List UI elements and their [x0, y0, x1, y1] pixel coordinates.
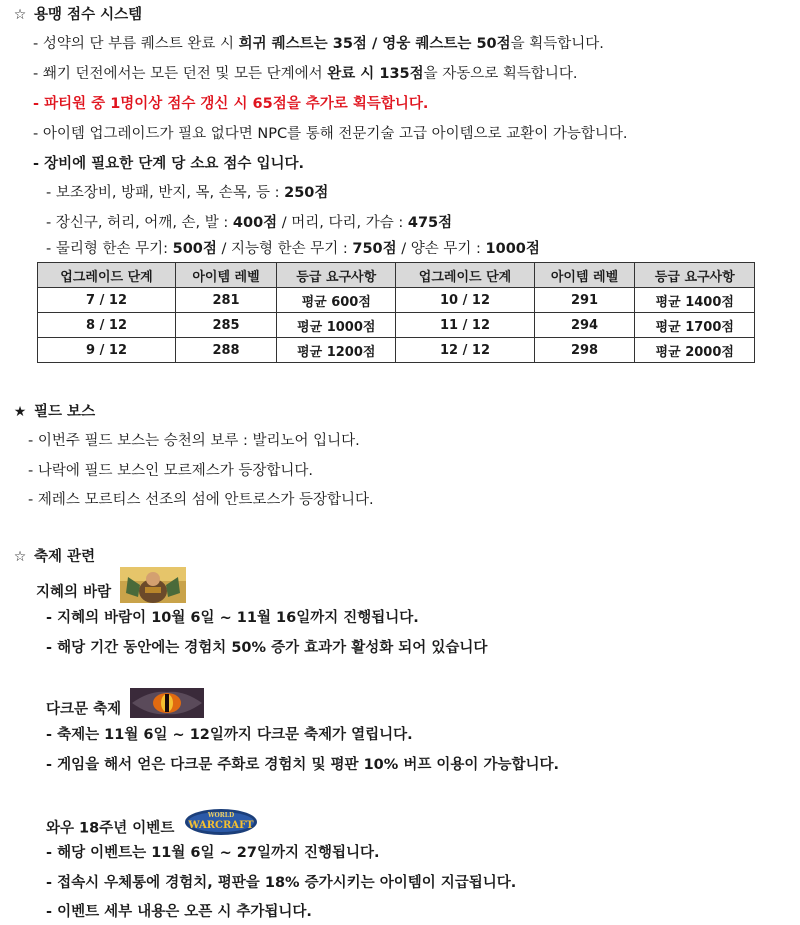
field-boss-line-3: - 제레스 모르티스 선조의 섬에 안트로스가 등장합니다.: [28, 492, 374, 508]
field-boss-line-2: - 나락에 필드 보스인 모르제스가 등장합니다.: [28, 463, 314, 479]
table-cell: 288: [176, 338, 277, 363]
wow-line-3: - 이벤트 세부 내용은 오픈 시 추가됩니다.: [46, 904, 312, 920]
table-row: [38, 288, 755, 313]
table-header: 아이템 레벨: [176, 263, 277, 288]
text-bold: 희귀 퀘스트는 35점 / 영웅 퀘스트는 50점: [238, 36, 511, 52]
text-bold: 500점: [172, 241, 217, 257]
star-outline-icon: ☆: [13, 7, 27, 23]
text: 을 획득합니다.: [510, 36, 604, 52]
text: - 성약의 단 부름 퀘스트 완료 시: [33, 36, 239, 52]
table-cell: 8 / 12: [38, 313, 176, 338]
valor-line-2: [33, 64, 578, 84]
section-valor-heading: [12, 5, 142, 25]
table-cell: 평균 600점: [277, 288, 396, 313]
section-field-boss-title: 필드 보스: [34, 404, 96, 420]
valor-line-npc-exchange: - 아이템 업그레이드가 필요 없다면 NPC를 통해 전문기술 고급 아이템으로 교환이 가능합니다.: [33, 126, 628, 142]
wow-logo-main-text: WARCRAFT: [188, 820, 255, 831]
darkmoon-title: 다크문 축제: [46, 701, 122, 718]
table-cell: 7 / 12: [38, 288, 176, 313]
table-cell: 294: [534, 313, 635, 338]
table-header: 업그레이드 단계: [38, 263, 176, 288]
table-cell: 평균 1400점: [635, 288, 755, 313]
table-cell: 298: [534, 338, 635, 363]
valor-sub-line-2: [46, 213, 452, 233]
wisdom-title: 지혜의 바람: [36, 584, 112, 601]
table-cell: 285: [176, 313, 277, 338]
table-cell: 9 / 12: [38, 338, 176, 363]
wisdom-line-2: - 해당 기간 동안에는 경험치 50% 증가 효과가 활성화 되어 있습니다: [46, 640, 488, 656]
text-bold: 750점: [352, 241, 397, 257]
darkmoon-line-1: - 축제는 11월 6일 ~ 12일까지 다크문 축제가 열립니다.: [46, 727, 413, 743]
table-cell: 291: [534, 288, 635, 313]
table-header: 등급 요구사항: [277, 263, 396, 288]
section-festival-heading: [12, 547, 95, 567]
table-header: 등급 요구사항: [635, 263, 755, 288]
text: - 쐐기 던전에서는 모든 던전 및 모든 단계에서: [33, 66, 328, 82]
text: - 장신구, 허리, 어깨, 손, 발 :: [46, 215, 233, 231]
table-cell: 11 / 12: [396, 313, 534, 338]
darkmoon-line-2: - 게임을 해서 얻은 다크문 주화로 경험치 및 평판 10% 버프 이용이 가능합니다.: [46, 757, 560, 773]
valor-line-party-bonus: - 파티원 중 1명이상 점수 갱신 시 65점을 추가로 획득합니다.: [33, 96, 429, 112]
text: 을 자동으로 획득합니다.: [423, 66, 578, 82]
text: / 지능형 한손 무기 :: [216, 241, 353, 257]
table-cell: 12 / 12: [396, 338, 534, 363]
text-bold: 완료 시 135점: [327, 66, 424, 82]
star-outline-icon: ☆: [13, 549, 27, 565]
wow-logo-top-text: WORLD: [208, 812, 235, 819]
wisdom-line-1: - 지혜의 바람이 10월 6일 ~ 11월 16일까지 진행됩니다.: [46, 610, 419, 626]
table-cell: 281: [176, 288, 277, 313]
text-bold: 1000점: [485, 241, 540, 257]
wow-anniversary-title: 와우 18주년 이벤트: [46, 820, 175, 837]
wow-line-2: - 접속시 우체통에 경험치, 평판을 18% 증가시키는 아이템이 지급됩니다.: [46, 875, 517, 891]
text: / 머리, 다리, 가슴 :: [277, 215, 408, 231]
table-header-row: [38, 263, 755, 288]
table-cell: 평균 1200점: [277, 338, 396, 363]
wow-line-1: - 해당 이벤트는 11월 6일 ~ 27일까지 진행됩니다.: [46, 845, 380, 861]
table-row: [38, 313, 755, 338]
valor-line-1: [33, 34, 604, 54]
table-cell: 평균 1700점: [635, 313, 755, 338]
section-valor-title: 용맹 점수 시스템: [34, 7, 143, 23]
text-bold: 475점: [407, 215, 453, 231]
valor-line-required-points: - 장비에 필요한 단계 당 소요 점수 입니다.: [33, 156, 304, 172]
star-filled-icon: ★: [13, 404, 27, 420]
table-header: 아이템 레벨: [534, 263, 635, 288]
text-bold: 250점: [284, 185, 329, 201]
field-boss-line-1: - 이번주 필드 보스는 승천의 보루 : 발리노어 입니다.: [28, 433, 360, 449]
valor-sub-line-1: [46, 183, 328, 203]
table-header: 업그레이드 단계: [396, 263, 534, 288]
table-row: [38, 338, 755, 363]
valor-sub-line-3: [46, 239, 540, 259]
text: / 양손 무기 :: [396, 241, 486, 257]
upgrade-table: [37, 262, 755, 363]
table-cell: 10 / 12: [396, 288, 534, 313]
table-cell: 평균 2000점: [635, 338, 755, 363]
text: - 보조장비, 방패, 반지, 목, 손목, 등 :: [46, 185, 285, 201]
section-festival-title: 축제 관련: [34, 549, 96, 565]
table-cell: 평균 1000점: [277, 313, 396, 338]
text-bold: 400점: [232, 215, 278, 231]
section-field-boss-heading: [12, 402, 95, 422]
text: - 물리형 한손 무기:: [46, 241, 173, 257]
